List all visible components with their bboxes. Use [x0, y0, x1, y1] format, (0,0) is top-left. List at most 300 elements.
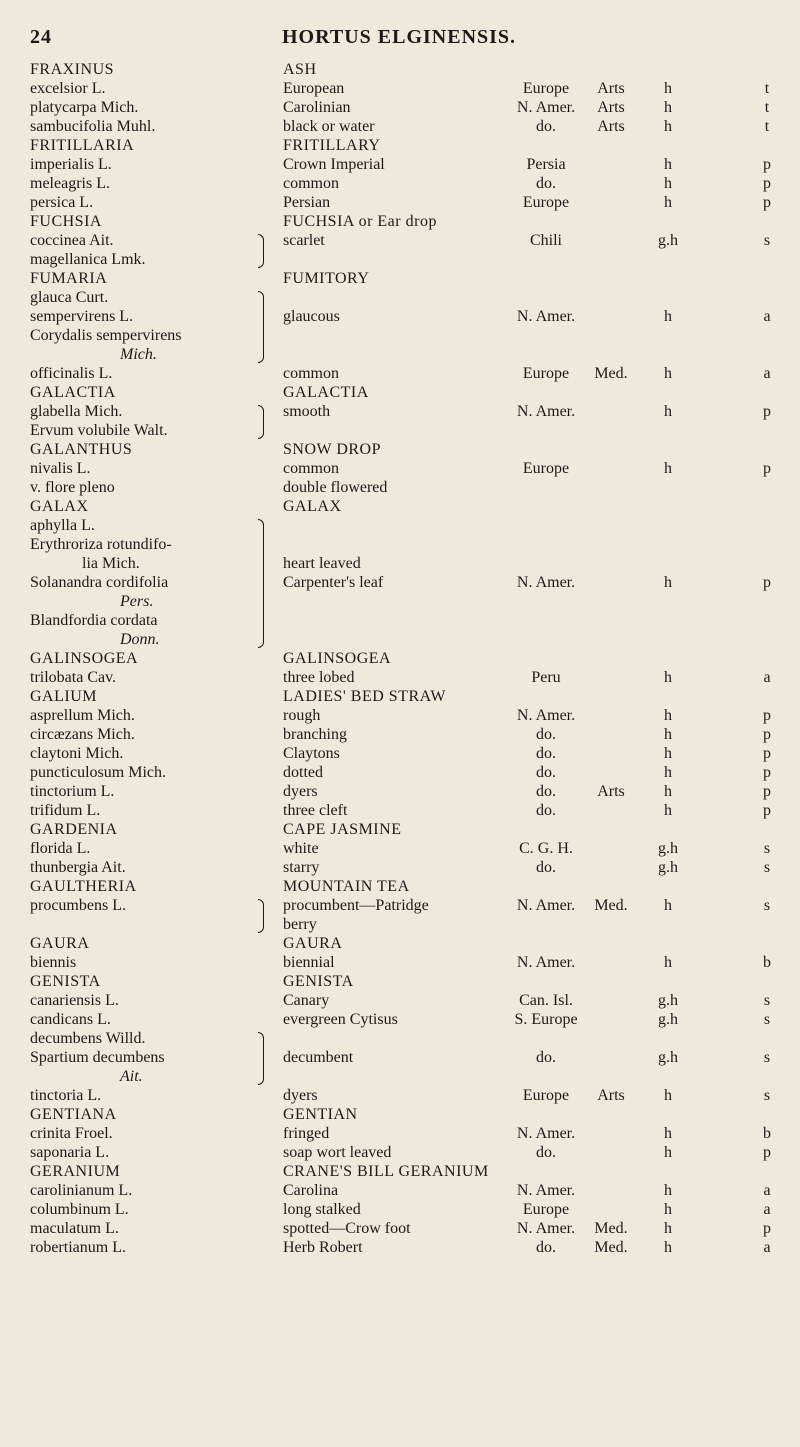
text-line: glauca Curt. [30, 289, 109, 306]
habitat-code: h [664, 669, 672, 686]
genus-heading-row [0, 820, 800, 839]
genus-latin-name [30, 820, 118, 839]
common-name [283, 953, 335, 972]
native-region: do. [536, 1144, 556, 1161]
text-line: Corydalis sempervirens [30, 327, 182, 344]
native-region: Europe [522, 460, 570, 477]
text-line: CRANE'S BILL GERANIUM [283, 1163, 489, 1180]
common-name [283, 706, 320, 725]
species-row [0, 1200, 800, 1219]
common-name [283, 1238, 363, 1257]
text-line: columbinum L. [30, 1201, 129, 1218]
text-line: double flowered [283, 479, 388, 496]
text-line: robertianum L. [30, 1239, 126, 1256]
text-line: GAURA [30, 935, 90, 952]
text-line: scarlet [283, 232, 325, 249]
duration-code: a [763, 1239, 771, 1256]
text-line: Spartium decumbens [30, 1049, 165, 1066]
genus-english-name [283, 972, 354, 991]
text-line: Crown Imperial [283, 156, 385, 173]
genus-english-name [283, 687, 446, 706]
text-line: imperialis L. [30, 156, 112, 173]
text-line: FRITILLARY [283, 137, 381, 154]
native-region: N. Amer. [516, 1125, 576, 1142]
text-line: LADIES' BED STRAW [283, 688, 446, 705]
text-line: GALAX [283, 498, 342, 515]
native-region: do. [536, 859, 556, 876]
duration-code: a [763, 1201, 771, 1218]
species-row [0, 1124, 800, 1143]
grouping-brace [258, 291, 264, 363]
text-line: lia Mich. [82, 555, 140, 572]
duration-code: s [763, 897, 771, 914]
text-line: fringed [283, 1125, 330, 1142]
text-line: Herb Robert [283, 1239, 363, 1256]
text-line: ASH [283, 61, 317, 78]
genus-latin-name [30, 934, 89, 953]
species-list [0, 60, 800, 1257]
species-latin-name [30, 288, 182, 364]
species-row [0, 953, 800, 972]
duration-code: p [763, 783, 771, 800]
species-row [0, 459, 800, 478]
text-line: glabella Mich. [30, 403, 123, 420]
duration-code: s [763, 1087, 771, 1104]
species-row [0, 117, 800, 136]
text-line: FUCHSIA or Ear drop [283, 213, 437, 230]
text-line: Persian [283, 194, 331, 211]
use-category: Med. [594, 365, 628, 382]
genus-latin-name [30, 1162, 120, 1181]
text-line: platycarpa Mich. [30, 99, 139, 116]
text-line: FUMARIA [30, 270, 108, 287]
species-row [0, 782, 800, 801]
species-row [0, 839, 800, 858]
species-latin-name [30, 1219, 119, 1238]
native-region: do. [536, 783, 556, 800]
species-row [0, 516, 800, 649]
grouping-brace [258, 1032, 264, 1085]
species-latin-name [30, 478, 115, 497]
species-row [0, 991, 800, 1010]
species-row [0, 402, 800, 440]
genus-latin-name [30, 136, 134, 155]
grouping-brace [258, 899, 264, 933]
text-line: Ait. [120, 1068, 143, 1085]
page-number: 24 [30, 26, 52, 48]
species-latin-name [30, 1029, 165, 1086]
common-name [283, 782, 318, 801]
native-region: do. [536, 745, 556, 762]
habitat-code: h [664, 403, 672, 420]
native-region: N. Amer. [516, 954, 576, 971]
text-line: three lobed [283, 669, 355, 686]
text-line: GAULTHERIA [30, 878, 137, 895]
text-line: white [283, 840, 319, 857]
common-name [283, 1124, 329, 1143]
species-latin-name [30, 706, 135, 725]
species-row [0, 1238, 800, 1257]
species-row [0, 1086, 800, 1105]
native-region: N. Amer. [516, 308, 576, 325]
text-line: smooth [283, 403, 331, 420]
species-latin-name [30, 1086, 101, 1105]
common-name [283, 763, 323, 782]
text-line: Erythroriza rotundifo- [30, 536, 172, 553]
text-line: decumbent [283, 1049, 354, 1066]
duration-code: p [763, 574, 771, 591]
common-name [283, 79, 344, 98]
text-line: GENISTA [30, 973, 101, 990]
genus-heading-row [0, 269, 800, 288]
species-row [0, 744, 800, 763]
common-name [283, 364, 339, 383]
habitat-code: g.h [658, 232, 678, 249]
common-name [283, 155, 385, 174]
text-line: claytoni Mich. [30, 745, 124, 762]
species-latin-name [30, 1181, 132, 1200]
habitat-code: h [664, 764, 672, 781]
text-line: FRITILLARIA [30, 137, 135, 154]
species-latin-name [30, 782, 114, 801]
genus-heading-row [0, 136, 800, 155]
species-latin-name [30, 896, 126, 915]
species-row [0, 725, 800, 744]
species-latin-name [30, 1238, 126, 1257]
species-latin-name [30, 1143, 109, 1162]
text-line: Mich. [120, 346, 157, 363]
text-line: common [283, 460, 339, 477]
native-region: C. G. H. [519, 840, 573, 857]
genus-english-name [283, 934, 342, 953]
text-line: officinalis L. [30, 365, 113, 382]
common-name [283, 231, 325, 250]
text-line: Solanandra cordifolia [30, 574, 169, 591]
text-line: GENISTA [283, 973, 354, 990]
genus-latin-name [30, 440, 132, 459]
genus-heading-row [0, 877, 800, 896]
genus-english-name [283, 136, 380, 155]
species-latin-name [30, 1010, 111, 1029]
genus-heading-row [0, 440, 800, 459]
common-name [283, 117, 375, 136]
use-category: Arts [597, 80, 625, 97]
text-line: Carolina [283, 1182, 339, 1199]
genus-heading-row [0, 497, 800, 516]
native-region: Europe [522, 80, 570, 97]
text-line: circæzans Mich. [30, 726, 135, 743]
text-line: FUCHSIA [30, 213, 102, 230]
duration-code: a [763, 1182, 771, 1199]
species-row [0, 231, 800, 269]
running-head: HORTUS ELGINENSIS. [282, 26, 517, 48]
text-line: puncticulosum Mich. [30, 764, 166, 781]
duration-code: a [763, 365, 771, 382]
species-latin-name [30, 98, 138, 117]
native-region: Persia [526, 156, 566, 173]
duration-code: b [763, 1125, 771, 1142]
text-line: tinctorium L. [30, 783, 115, 800]
species-latin-name [30, 725, 135, 744]
text-line: coccinea Ait. [30, 232, 114, 249]
native-region: do. [536, 764, 556, 781]
habitat-code: h [664, 1125, 672, 1142]
duration-code: p [763, 1220, 771, 1237]
duration-code: s [763, 859, 771, 876]
text-line: evergreen Cytisus [283, 1011, 398, 1028]
habitat-code: g.h [658, 1011, 678, 1028]
species-row [0, 1143, 800, 1162]
duration-code: s [763, 1011, 771, 1028]
habitat-code: h [664, 707, 672, 724]
genus-latin-name [30, 497, 89, 516]
native-region: N. Amer. [516, 1220, 576, 1237]
habitat-code: h [664, 1087, 672, 1104]
text-line: GALAX [30, 498, 89, 515]
species-latin-name [30, 516, 172, 649]
duration-code: a [763, 669, 771, 686]
text-line: tinctoria L. [30, 1087, 102, 1104]
text-line: decumbens Willd. [30, 1030, 146, 1047]
genus-english-name [283, 440, 381, 459]
grouping-brace [258, 405, 264, 439]
species-row [0, 896, 800, 934]
species-latin-name [30, 839, 90, 858]
duration-code: s [763, 232, 771, 249]
habitat-code: g.h [658, 1049, 678, 1066]
native-region: N. Amer. [516, 99, 576, 116]
species-latin-name [30, 858, 126, 877]
common-name [283, 896, 429, 934]
genus-latin-name [30, 212, 102, 231]
species-latin-name [30, 801, 100, 820]
genus-latin-name [30, 269, 107, 288]
native-region: do. [536, 118, 556, 135]
habitat-code: h [664, 783, 672, 800]
common-name [283, 1143, 391, 1162]
common-name [283, 1048, 353, 1067]
native-region: Europe [522, 1087, 570, 1104]
common-name [283, 801, 347, 820]
text-line: excelsior L. [30, 80, 106, 97]
text-line: candicans L. [30, 1011, 111, 1028]
species-latin-name [30, 155, 112, 174]
duration-code: p [763, 726, 771, 743]
native-region: N. Amer. [516, 403, 576, 420]
species-row [0, 478, 800, 497]
common-name [283, 459, 339, 478]
text-line: dotted [283, 764, 323, 781]
native-region: N. Amer. [516, 707, 576, 724]
habitat-code: h [664, 745, 672, 762]
text-line: persica L. [30, 194, 94, 211]
common-name [283, 668, 355, 687]
genus-latin-name [30, 1105, 117, 1124]
genus-heading-row [0, 1162, 800, 1181]
native-region: Europe [522, 365, 570, 382]
text-line: GALANTHUS [30, 441, 133, 458]
native-region: Europe [522, 1201, 570, 1218]
species-latin-name [30, 953, 76, 972]
text-line: SNOW DROP [283, 441, 381, 458]
habitat-code: h [664, 1239, 672, 1256]
text-line: MOUNTAIN TEA [283, 878, 410, 895]
text-line: Pers. [120, 593, 154, 610]
duration-code: p [763, 764, 771, 781]
duration-code: b [763, 954, 771, 971]
text-line: GENTIANA [30, 1106, 117, 1123]
text-line: common [283, 175, 339, 192]
duration-code: s [763, 840, 771, 857]
text-line: heart leaved [283, 555, 361, 572]
use-category: Arts [597, 783, 625, 800]
duration-code: p [763, 194, 771, 211]
use-category: Arts [597, 99, 625, 116]
text-line: Donn. [120, 631, 160, 648]
species-row [0, 288, 800, 364]
text-line: GALIUM [30, 688, 97, 705]
common-name [283, 1086, 318, 1105]
common-name [283, 193, 330, 212]
habitat-code: h [664, 118, 672, 135]
habitat-code: h [664, 156, 672, 173]
species-latin-name [30, 744, 123, 763]
native-region: S. Europe [514, 1011, 578, 1028]
genus-english-name [283, 497, 342, 516]
species-latin-name [30, 459, 90, 478]
duration-code: p [763, 403, 771, 420]
text-line: Claytons [283, 745, 340, 762]
genus-heading-row [0, 212, 800, 231]
duration-code: p [763, 460, 771, 477]
species-row [0, 1010, 800, 1029]
duration-code: p [763, 802, 771, 819]
text-line: Ervum volubile Walt. [30, 422, 168, 439]
species-row [0, 174, 800, 193]
common-name [283, 1200, 361, 1219]
text-line: GERANIUM [30, 1163, 121, 1180]
duration-code: p [763, 745, 771, 762]
habitat-code: h [664, 1144, 672, 1161]
text-line: Blandfordia cordata [30, 612, 158, 629]
grouping-brace [258, 519, 264, 648]
text-line: FRAXINUS [30, 61, 115, 78]
habitat-code: h [664, 194, 672, 211]
species-row [0, 801, 800, 820]
habitat-code: h [664, 308, 672, 325]
common-name [283, 402, 330, 421]
text-line: procumbens L. [30, 897, 126, 914]
species-latin-name [30, 991, 119, 1010]
common-name [283, 1010, 398, 1029]
native-region: N. Amer. [516, 1182, 576, 1199]
species-row [0, 858, 800, 877]
genus-latin-name [30, 877, 137, 896]
text-line: sambucifolia Muhl. [30, 118, 156, 135]
grouping-brace [258, 234, 264, 268]
text-line: branching [283, 726, 347, 743]
text-line: canariensis L. [30, 992, 119, 1009]
species-latin-name [30, 1200, 129, 1219]
habitat-code: g.h [658, 859, 678, 876]
species-row [0, 1219, 800, 1238]
common-name [283, 554, 383, 592]
genus-heading-row [0, 649, 800, 668]
native-region: do. [536, 175, 556, 192]
habitat-code: g.h [658, 840, 678, 857]
native-region: do. [536, 1239, 556, 1256]
habitat-code: h [664, 726, 672, 743]
common-name [283, 98, 351, 117]
habitat-code: h [664, 1201, 672, 1218]
native-region: Peru [531, 669, 561, 686]
species-row [0, 193, 800, 212]
text-line: maculatum L. [30, 1220, 119, 1237]
common-name [283, 1219, 411, 1238]
genus-latin-name [30, 60, 114, 79]
duration-code: s [763, 992, 771, 1009]
native-region: do. [536, 726, 556, 743]
text-line: Canary [283, 992, 330, 1009]
text-line: black or water [283, 118, 375, 135]
text-line: trilobata Cav. [30, 669, 117, 686]
text-line: nivalis L. [30, 460, 91, 477]
habitat-code: g.h [658, 992, 678, 1009]
text-line: magellanica Lmk. [30, 251, 146, 268]
species-row [0, 155, 800, 174]
genus-latin-name [30, 649, 138, 668]
habitat-code: h [664, 175, 672, 192]
habitat-code: h [664, 80, 672, 97]
text-line: v. flore pleno [30, 479, 115, 496]
species-row [0, 1029, 800, 1086]
use-category: Med. [594, 897, 628, 914]
native-region: Europe [522, 194, 570, 211]
genus-english-name [283, 212, 437, 231]
text-line: GALINSOGEA [30, 650, 139, 667]
text-line: aphylla L. [30, 517, 95, 534]
duration-code: t [764, 118, 770, 135]
text-line: FUMITORY [283, 270, 370, 287]
use-category: Arts [597, 1087, 625, 1104]
duration-code: p [763, 156, 771, 173]
text-line: common [283, 365, 339, 382]
text-line: glaucous [283, 308, 340, 325]
native-region: N. Amer. [516, 574, 576, 591]
text-line: GENTIAN [283, 1106, 358, 1123]
species-latin-name [30, 79, 106, 98]
genus-english-name [283, 820, 401, 839]
species-row [0, 98, 800, 117]
habitat-code: h [664, 802, 672, 819]
species-latin-name [30, 193, 93, 212]
text-line: GARDENIA [30, 821, 118, 838]
habitat-code: h [664, 897, 672, 914]
genus-english-name [283, 60, 317, 79]
habitat-code: h [664, 1182, 672, 1199]
native-region: do. [536, 802, 556, 819]
text-line: GALINSOGEA [283, 650, 392, 667]
text-line: three cleft [283, 802, 348, 819]
habitat-code: h [664, 954, 672, 971]
duration-code: p [763, 707, 771, 724]
text-line: thunbergia Ait. [30, 859, 126, 876]
species-latin-name [30, 231, 146, 269]
genus-english-name [283, 1162, 489, 1181]
text-line: meleagris L. [30, 175, 110, 192]
species-latin-name [30, 402, 168, 440]
text-line: GALACTIA [30, 384, 116, 401]
